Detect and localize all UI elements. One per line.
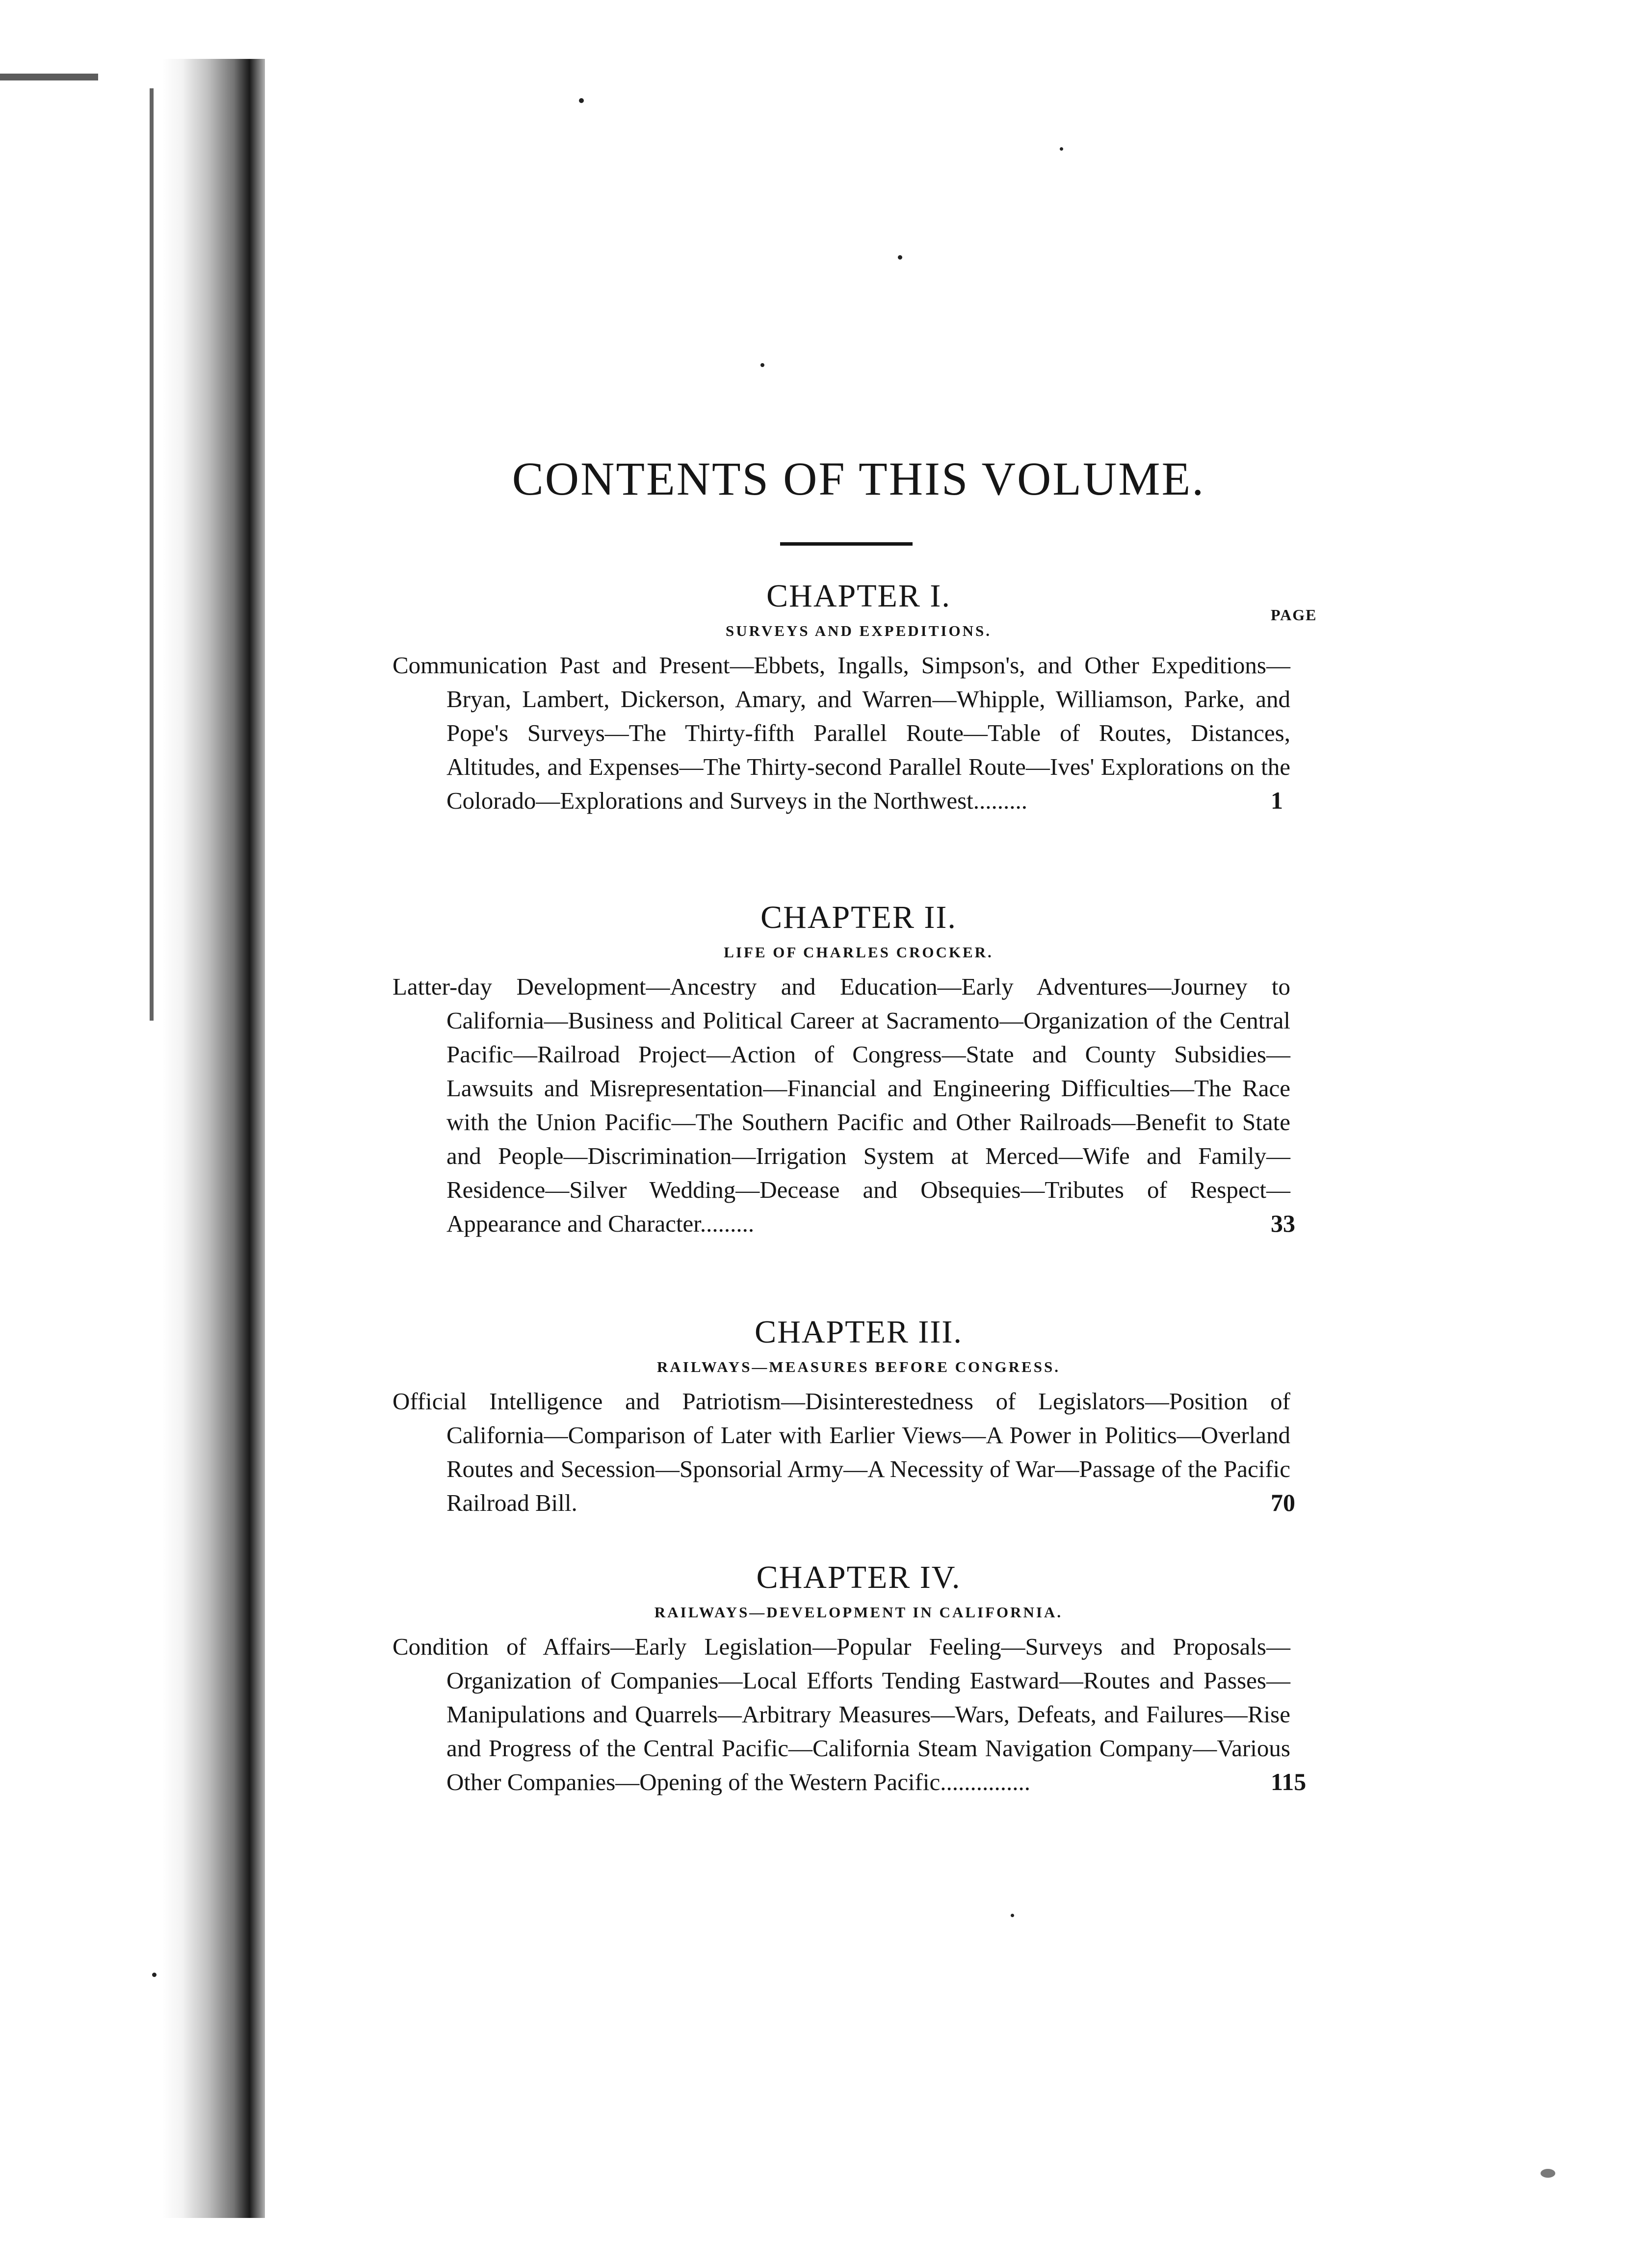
scan-speck bbox=[760, 363, 764, 367]
chapter-3 bbox=[392, 1313, 1339, 1520]
page-title: CONTENTS OF THIS VOLUME. bbox=[512, 452, 1205, 505]
scan-speck bbox=[152, 1973, 157, 1977]
page-column-label: PAGE bbox=[1271, 606, 1317, 624]
scan-speck bbox=[1011, 1914, 1014, 1917]
chapter-2 bbox=[392, 898, 1339, 1240]
scan-speck bbox=[1060, 147, 1063, 151]
chapter-1 bbox=[392, 577, 1339, 818]
scan-speck bbox=[1541, 2169, 1555, 2178]
chapter-subtitle: SURVEYS AND EXPEDITIONS. bbox=[726, 622, 992, 639]
chapter-4 bbox=[392, 1558, 1339, 1799]
chapter-heading: CHAPTER IV. bbox=[756, 1559, 961, 1595]
chapter-summary-text: Official Intelligence and Patriotism—Disinterestedness of Legislators—Position of California—Comparison of Later with Earlier Views—A Power in Politics—Overland Routes and Secession—Sponsorial Army—A Necessity of War—Passage of the Pacific Railroad Bill. bbox=[392, 1388, 1290, 1516]
chapter-subtitle: LIFE OF CHARLES CROCKER. bbox=[724, 944, 994, 961]
scan-speck bbox=[898, 255, 902, 260]
top-edge-mark bbox=[0, 74, 98, 80]
chapter-heading: CHAPTER II. bbox=[760, 899, 957, 935]
chapter-subtitle: RAILWAYS—MEASURES BEFORE CONGRESS. bbox=[657, 1358, 1060, 1375]
chapter-summary-text: Latter-day Development—Ancestry and Education—Early Adventures—Journey to California—Business and Political Career at Sacramento—Organization of the Central Pacific—Railroad Project—Action of Congress—State and County Subsidies—Lawsuits and Misrepresentation—Financial and Engineering Difficulties—The Race with the Union Pacific—The Southern Pacific and Other Railroads—Benefit to State and People—Discrimination—Irrigation System at Merced—Wife and Family—Residence—Silver Wedding—Decease and Obsequies—Tributes of Respect—Appearance and Character......... bbox=[392, 973, 1290, 1237]
chapter-summary-text: Condition of Affairs—Early Legislation—Popular Feeling—Surveys and Proposals—Organization of Companies—Local Efforts Tending Eastward—Routes and Passes—Manipulations and Quarrels—Arbitrary Measures—Wars, Defeats, and Failures—Rise and Progress of the Central Pacific—California Steam Navigation Company—Various Other Companies—Opening of the Western Pacific............... bbox=[392, 1633, 1290, 1795]
chapter-summary: Official Intelligence and Patriotism—Disinterestedness of Legislators—Position of California—Comparison of Later with Earlier Views—A Power in Politics—Overland Routes and Secession—Sponsorial Army—A Necessity of War—Passage of the Pacific Railroad Bill. 70 bbox=[392, 1388, 1295, 1516]
title-rule bbox=[780, 542, 913, 546]
binding-shadow bbox=[162, 59, 265, 2218]
chapter-summary: Communication Past and Present—Ebbets, Ingalls, Simpson's, and Other Expeditions—Bryan, Lambert, Dickerson, Amary, and Warren—Whipple, Williamson, Parke, and Pope's Surveys—The Thirty-fifth Parallel Route—Table of Routes, Distances, Altitudes, and Expenses—The Thirty-second Parallel Route—Ives' Explorations on the Colorado—Explorations and Surveys in the Northwest......... 1 bbox=[392, 652, 1290, 814]
chapter-subtitle: RAILWAYS—DEVELOPMENT IN CALIFORNIA. bbox=[654, 1604, 1063, 1621]
binding-line bbox=[150, 88, 154, 1021]
chapter-summary-text: Communication Past and Present—Ebbets, Ingalls, Simpson's, and Other Expeditions—Bryan, Lambert, Dickerson, Amary, and Warren—Whipple, Williamson, Parke, and Pope's Surveys—The Thirty-fifth Parallel Route—Table of Routes, Distances, Altitudes, and Expenses—The Thirty-second Parallel Route—Ives' Explorations on the Colorado—Explorations and Surveys in the Northwest......... bbox=[392, 652, 1290, 814]
chapter-heading: CHAPTER I. bbox=[766, 578, 951, 614]
chapter-heading: CHAPTER III. bbox=[755, 1314, 963, 1350]
chapter-summary: Latter-day Development—Ancestry and Education—Early Adventures—Journey to California—Business and Political Career at Sacramento—Organization of the Central Pacific—Railroad Project—Action of Congress—State and County Subsidies—Lawsuits and Misrepresentation—Financial and Engineering Difficulties—The Race with the Union Pacific—The Southern Pacific and Other Railroads—Benefit to State and People—Discrimination—Irrigation System at Merced—Wife and Family—Residence—Silver Wedding—Decease and Obsequies—Tributes of Respect—Appearance and Character......... 33 bbox=[392, 973, 1295, 1237]
scan-speck bbox=[579, 98, 584, 103]
chapter-summary: Condition of Affairs—Early Legislation—Popular Feeling—Surveys and Proposals—Organization of Companies—Local Efforts Tending Eastward—Routes and Passes—Manipulations and Quarrels—Arbitrary Measures—Wars, Defeats, and Failures—Rise and Progress of the Central Pacific—California Steam Navigation Company—Various Other Companies—Opening of the Western Pacific............... 115 bbox=[392, 1633, 1307, 1795]
